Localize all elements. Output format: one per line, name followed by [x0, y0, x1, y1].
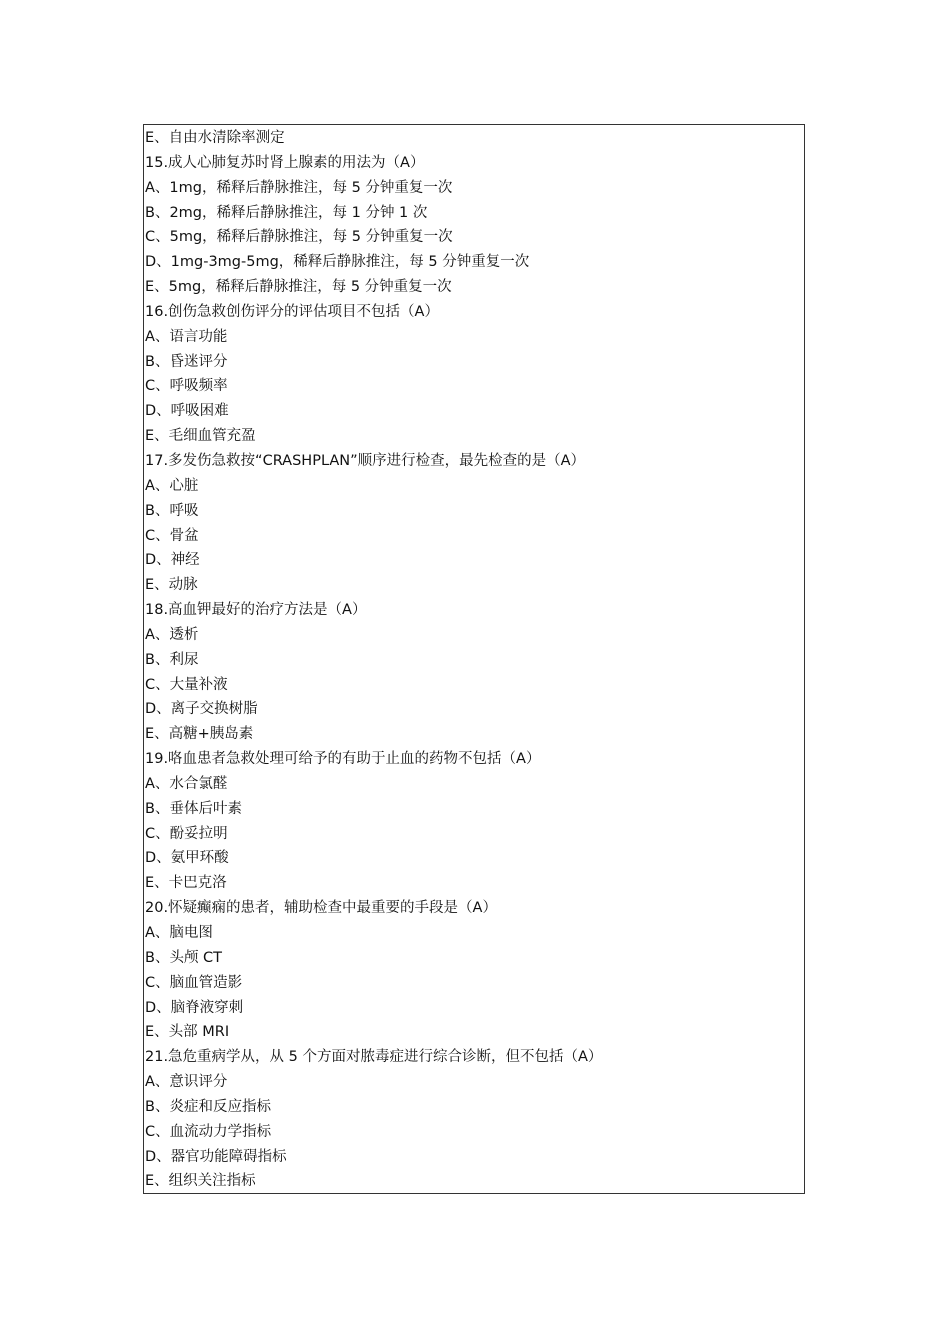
option-line: C、骨盆 — [145, 527, 199, 544]
option-line: B、呼吸 — [145, 502, 199, 519]
option-line: D、神经 — [145, 552, 200, 569]
option-line: E、高糖+胰岛素 — [145, 726, 254, 743]
question-line: 18.高血钾最好的治疗方法是（A） — [145, 602, 367, 619]
option-line: E、动脉 — [145, 577, 198, 594]
option-line: A、水合氯醛 — [145, 775, 228, 792]
option-line: D、呼吸困难 — [145, 403, 229, 420]
option-line: B、利尿 — [145, 651, 199, 668]
option-line: B、昏迷评分 — [145, 353, 228, 370]
option-line: E、5mg，稀释后静脉推注，每 5 分钟重复一次 — [145, 279, 452, 296]
option-line: E、毛细血管充盈 — [145, 428, 256, 445]
option-line: C、酚妥拉明 — [145, 825, 228, 842]
option-line: D、离子交换树脂 — [145, 701, 258, 718]
option-line: B、头颅 CT — [145, 949, 223, 966]
option-line: E、卡巴克洛 — [145, 875, 227, 892]
option-line: B、垂体后叶素 — [145, 800, 242, 817]
option-line: E、自由水清除率测定 — [145, 130, 285, 146]
option-line: A、心脏 — [145, 477, 199, 494]
option-line: C、脑血管造影 — [145, 974, 243, 991]
option-line: A、语言功能 — [145, 328, 228, 345]
question-line: 20.怀疑癫痫的患者，辅助检查中最重要的手段是（A） — [145, 900, 497, 917]
option-line: D、脑脊液穿刺 — [145, 999, 244, 1016]
option-line: C、血流动力学指标 — [145, 1123, 272, 1140]
option-line: A、透析 — [145, 626, 199, 643]
option-line: E、头部 MRI — [145, 1024, 230, 1041]
option-line: A、脑电图 — [145, 925, 213, 941]
option-line: A、1mg，稀释后静脉推注，每 5 分钟重复一次 — [145, 179, 453, 196]
question-line: 17.多发伤急救按“CRASHPLAN”顺序进行检查，最先检查的是（A） — [145, 452, 586, 469]
option-line: A、意识评分 — [145, 1074, 228, 1091]
option-line: D、氨甲环酸 — [145, 850, 229, 867]
option-line: B、炎症和反应指标 — [145, 1098, 271, 1115]
question-line: 21.急危重病学从，从 5 个方面对脓毒症进行综合诊断，但不包括（A） — [145, 1049, 603, 1066]
option-line: E、组织关注指标 — [145, 1173, 256, 1190]
option-line: C、呼吸频率 — [145, 378, 228, 395]
option-line: D、1mg-3mg-5mg，稀释后静脉推注，每 5 分钟重复一次 — [145, 254, 530, 271]
question-line: 15.成人心肺复苏时肾上腺素的用法为（A） — [145, 154, 425, 171]
option-line: C、5mg，稀释后静脉推注，每 5 分钟重复一次 — [145, 229, 453, 246]
document-table-cell — [143, 124, 805, 1194]
option-line: B、2mg，稀释后静脉推注，每 1 分钟 1 次 — [145, 204, 428, 221]
question-line: 16.创伤急救创伤评分的评估项目不包括（A） — [145, 303, 439, 320]
option-line: C、大量补液 — [145, 676, 228, 693]
question-line: 19.咯血患者急救处理可给予的有助于止血的药物不包括（A） — [145, 751, 541, 768]
option-line: D、器官功能障碍指标 — [145, 1148, 287, 1165]
